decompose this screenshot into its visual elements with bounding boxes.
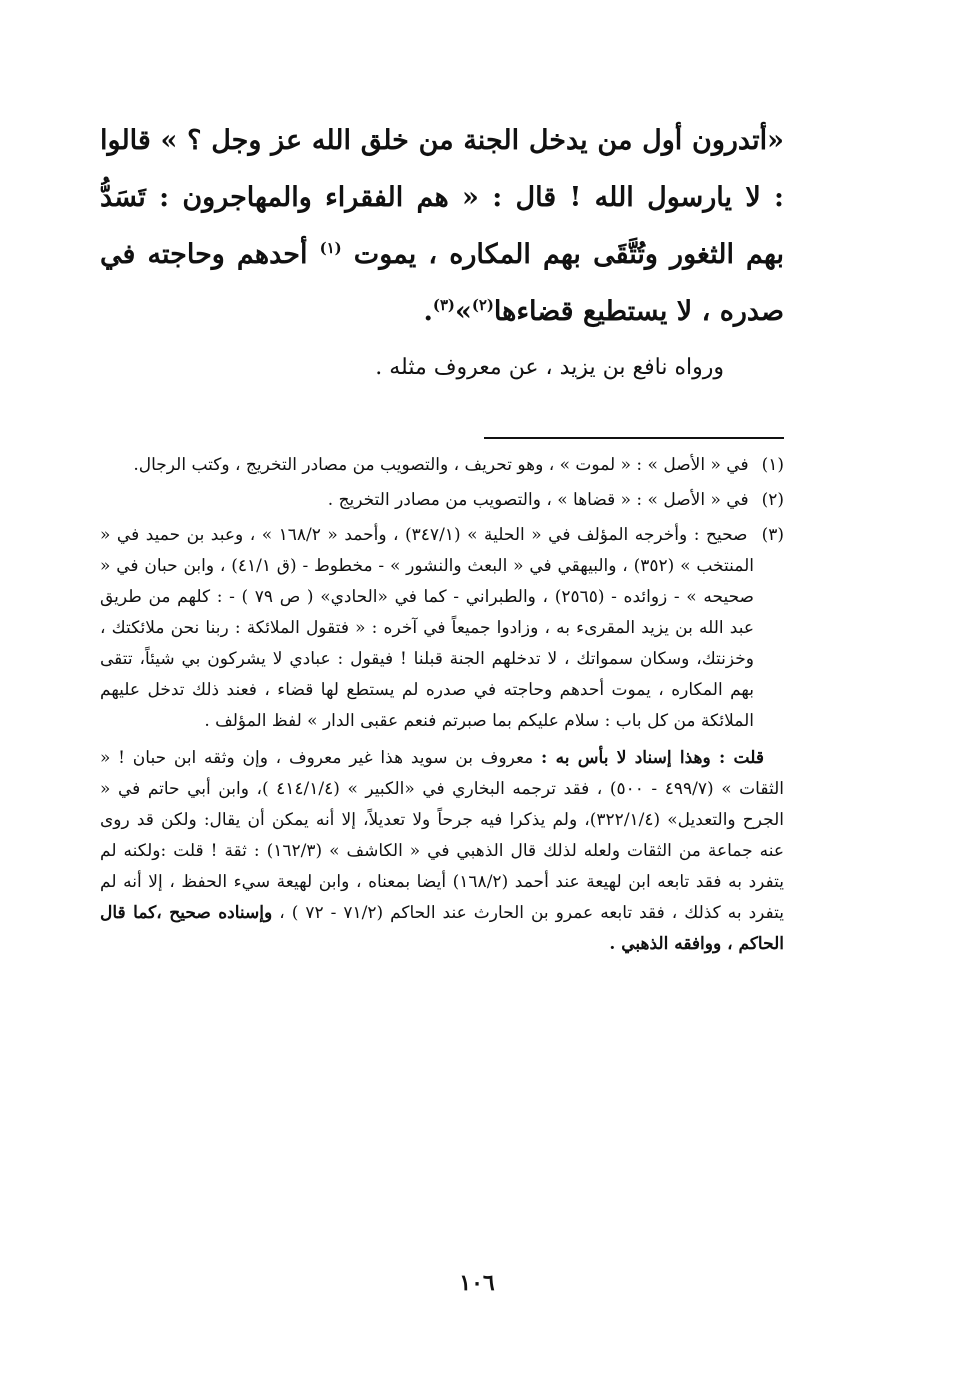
hadith-end: . <box>423 296 433 327</box>
hadith-close-quote: » <box>454 296 472 327</box>
footnote-ref-3: (٣) <box>432 296 455 314</box>
footnote-number: (٢) <box>761 490 784 510</box>
footnote-ref-1: (١) <box>319 239 342 257</box>
comment-lead: قلت : وهذا إسناد لا بأس به : <box>541 748 764 768</box>
footnote-number: (٣) <box>761 525 784 545</box>
footnote-text: صحيح : وأخرجه المؤلف في « الحلية » (٣٤٧/١) ، وأحمد « ١٦٨/٢ » ، وعبد بن حميد في « المنتخب » (٣٥٢) ، والبيهقي في « البعث والنشور » - مخطوط - (ق ٤١/١) ، وابن حبان في « صحيحه » - زوائده - (٢٥٦٥) ، والطبراني - كما في «الحادي» ( ص ٧٩ ) - : كلهم من طريق عبد الله بن يزيد المقرىء به ، وزادوا جميعاً في آخره : « فتقول الملائكة : ربنا نحن ملائكتك ، وخزنتك، وسكان سمواتك ، لا تدخلهم الجنة قبلنا ! فيقول : عبادي لا يشركون بي شيئاً، تتقى بهم المكاره ، يموت أحدهم وحاجته في صدره لم يستطع لها قضاء ، فعند ذلك تدخل عليهم الملائكة من كل باب : سلام عليكم بما صبرتم فنعم عقبى الدار » لفظ المؤلف . <box>100 525 754 731</box>
author-comment <box>100 743 784 960</box>
footnote-text: في « الأصل » : « لموت » ، وهو تحريف ، والتصويب من مصادر التخريج ، وكتب الرجال. <box>133 455 749 475</box>
footnote-2 <box>100 485 784 516</box>
footnote-1 <box>100 450 784 481</box>
footnote-number: (١) <box>761 455 784 475</box>
comment-conclusion: وإسناده صحيح ،كما قال الحاكم ، ووافقه الذهبي . <box>100 903 784 954</box>
footnote-3 <box>100 520 784 737</box>
hadith-text <box>100 112 784 340</box>
page <box>100 0 784 1375</box>
footnote-ref-2: (٢) <box>471 296 494 314</box>
page-number: ١٠٦ <box>459 1270 495 1296</box>
hadith-part-2: أحدهم وحاجته في صدره ، لا يستطيع قضاءها <box>100 239 784 327</box>
footnotes <box>100 450 784 960</box>
footnote-divider <box>484 437 784 439</box>
riwaya-line: ورواه نافع بن يزيد ، عن معروف مثله . <box>375 355 724 380</box>
footnote-text: في « الأصل » : « قضاها » ، والتصويب من مصادر التخريج . <box>327 490 749 510</box>
comment-body: معروف بن سويد هذا غير معروف ، وإن وثقه ابن حبان ! « الثقات » (٤٩٩/٧ - ٥٠٠) ، فقد ترجمه البخاري في «الكبير » (٤١٤/١/٤ )، وابن أبي حاتم في « الجرح والتعديل» (٣٢٢/١/٤)، ولم يذكرا فيه جرحاً ولا تعديلاً، إلا أنه يمكن أن يقال: ولكن قد روى عنه جماعة من الثقات ولعله لذلك قال الذهبي في « الكاشف » (١٦٢/٣) : ثقة ! قلت :ولكنه لم يتفرد به فقد تابعه ابن لهيعة عند أحمد (١٦٨/٢) أيضا بمعناه ، وابن لهيعة سيء الحفظ ، إلا أنه لم يتفرد به كذلك ، فقد تابعه عمرو بن الحارث عند الحاكم (٧١/٢ - ٧٢ ) ، <box>100 748 785 923</box>
hadith-part-1: «أتدرون أول من يدخل الجنة من خلق الله عز وجل ؟ » قالوا : لا يارسول الله ! قال : « هم الفقراء والمهاجرون : تَسَدُّ بهم الثغور وتُتَّقَى بهم المكاره ، يموت <box>100 125 784 270</box>
